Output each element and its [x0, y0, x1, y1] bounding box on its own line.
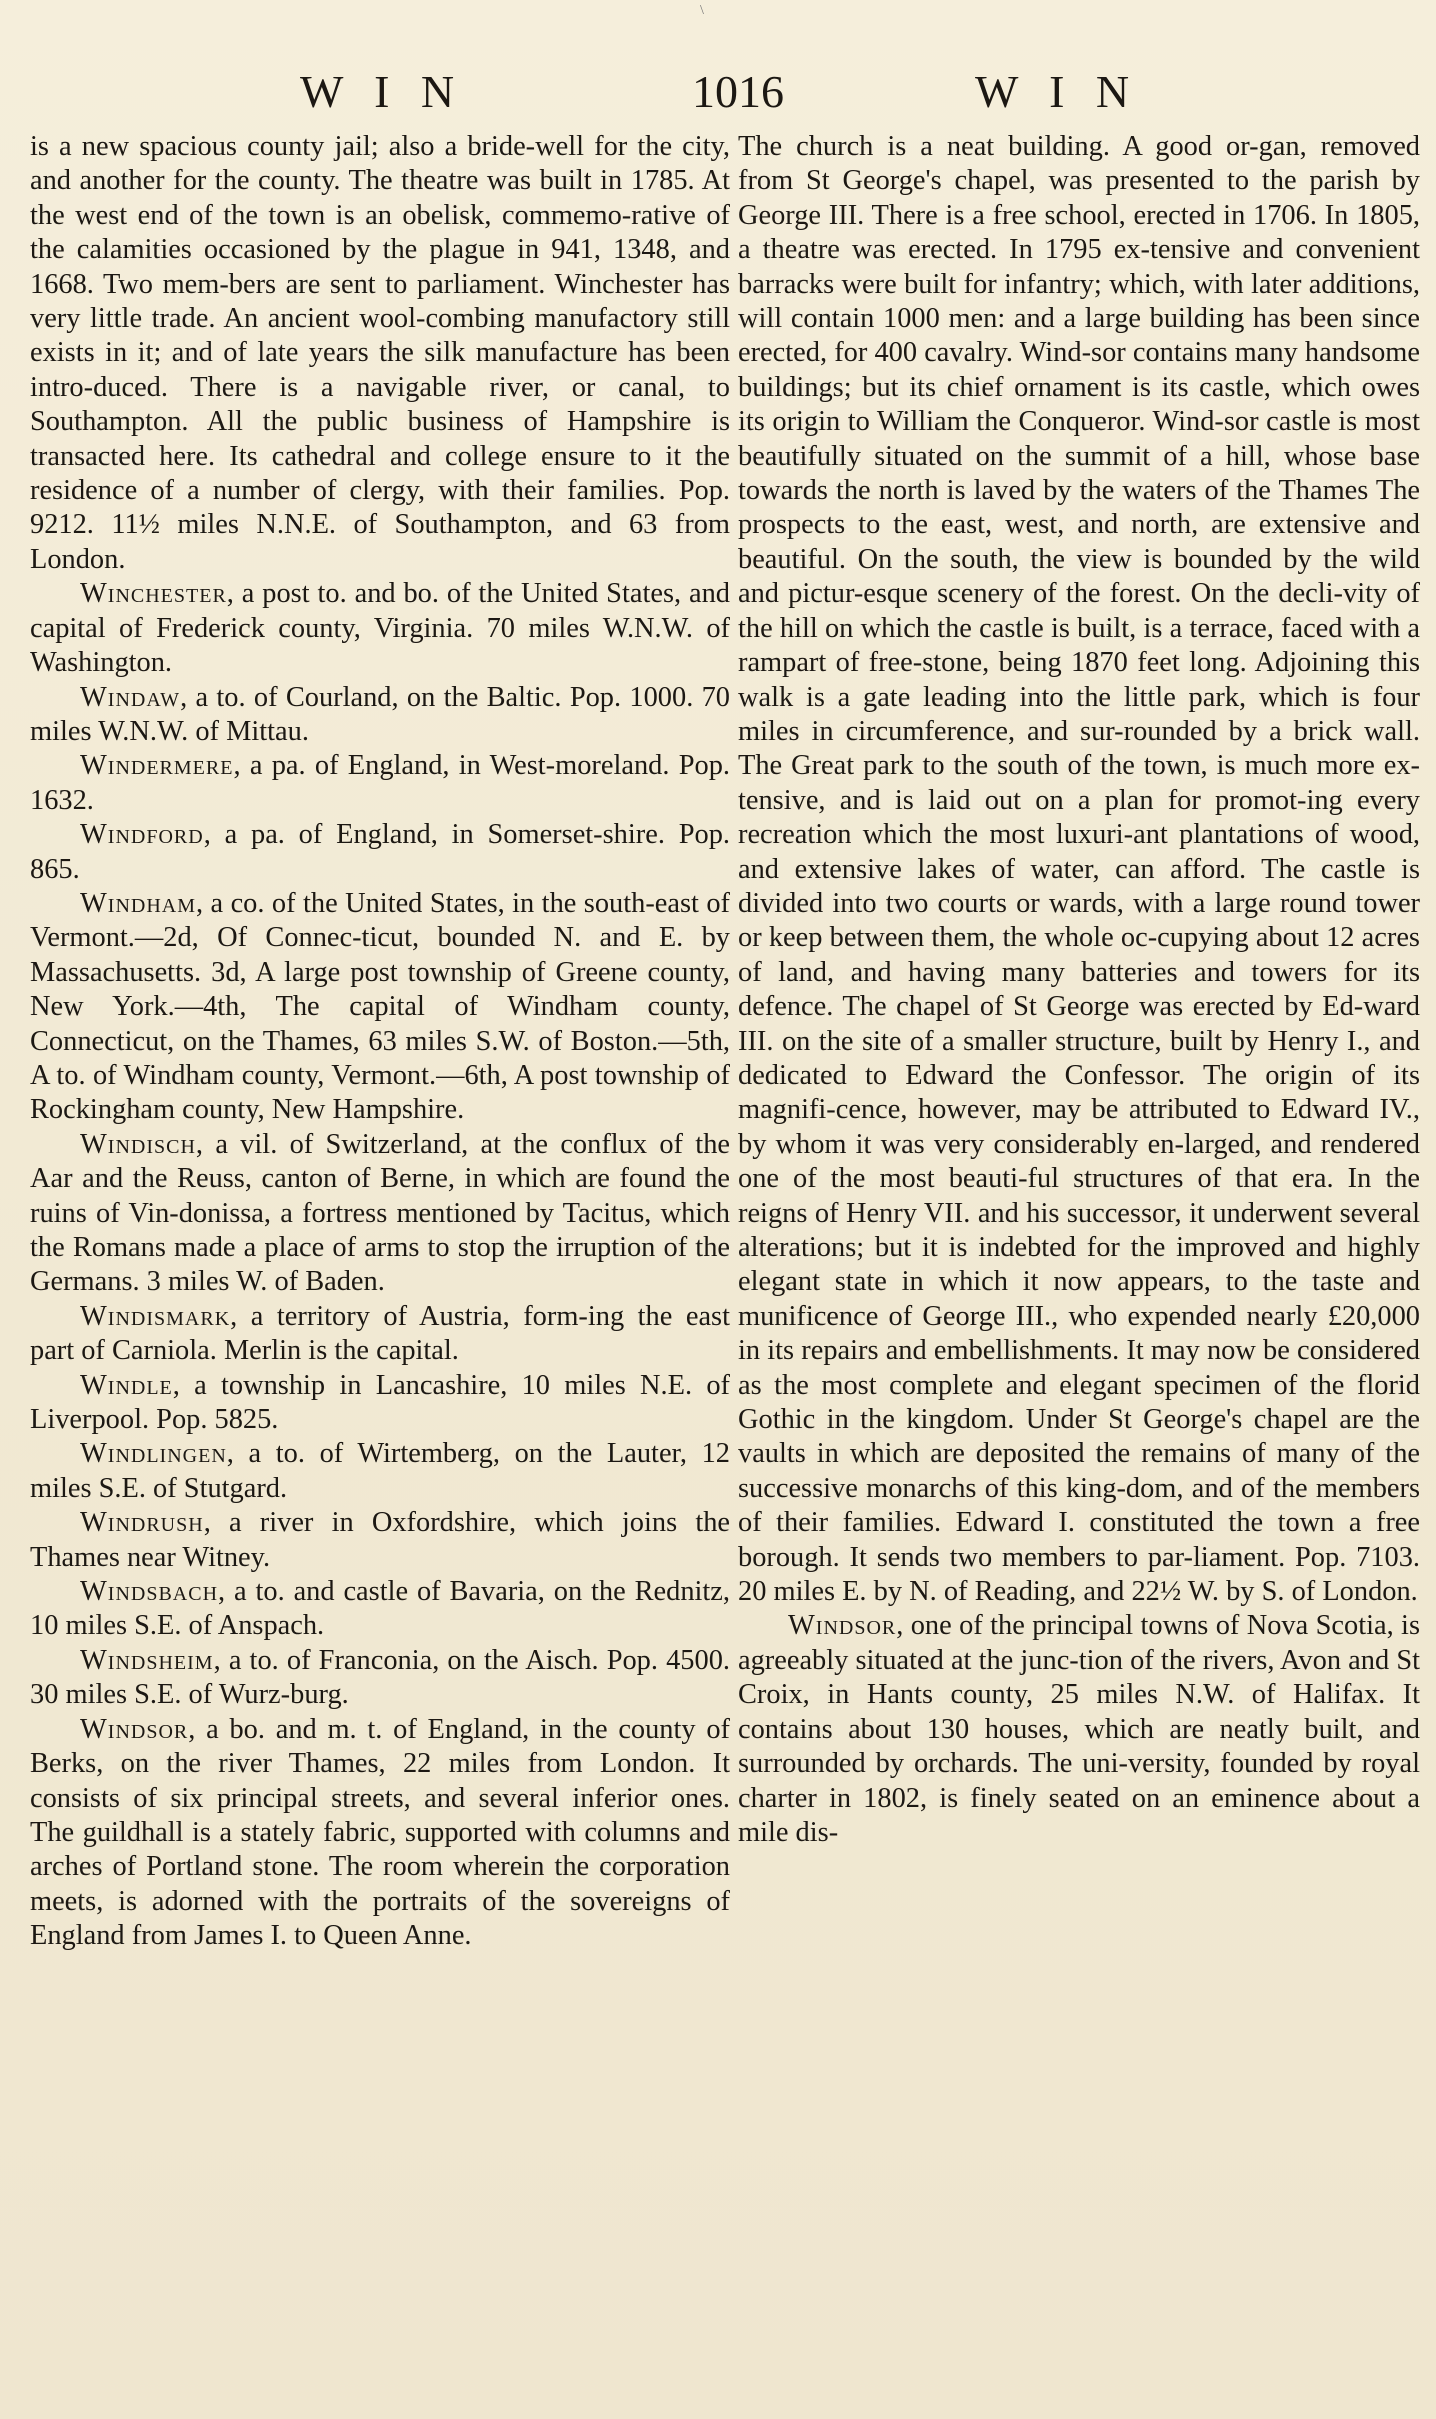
entry-headword: Windisch [80, 1128, 196, 1160]
entry-headword: Windsor [80, 1713, 189, 1745]
gazetteer-entry [738, 1609, 1420, 1850]
entry-headword: Windsheim [80, 1644, 214, 1676]
gazetteer-entry [30, 1437, 730, 1506]
entry-text: The church is a neat building. A good or-gan, removed from St George's chapel, was presented to the parish by George III. There is a free school, erected in 1706. In 1805, a theatre was erected. In 1795 ex-tensive and convenient barracks were built for infantry; which, with later additions, will contain 1000 men: and a large building has been since erected, for 400 cavalry. Wind-sor contains many handsome buildings; but its chief ornament is its castle, which owes its origin to William the Conqueror. Wind-sor castle is most beautifully situated on the summit of a hill, whose base towards the north is laved by the waters of the Thames The prospects to the east, west, and north, are extensive and beautiful. On the south, the view is bounded by the wild and pictur-esque scenery of the forest. On the decli-vity of the hill on which the castle is built, is a terrace, faced with a rampart of free-stone, being 1870 feet long. Adjoining this walk is a gate leading into the little park, which is four miles in circumference, and sur-rounded by a brick wall. The Great park to the south of the town, is much more ex-tensive, and is laid out on a plan for promot-ing every recreation which the most luxuri-ant plantations of wood, and extensive lakes of water, can afford. The castle is divided into two courts or wards, with a large round tower or keep between them, the whole oc-cupying about 12 acres of land, and having many batteries and towers for its defence. The chapel of St George was erected by Ed-ward III. on the site of a smaller structure, built by Henry I., and dedicated to Edward the Confessor. The origin of its magnifi-cence, however, may be attributed to Edward IV., by whom it was very considerably en-larged, and rendered one of the most beauti-ful structures of that era. In the reigns of Henry VII. and his successor, it underwent several alterations; but it is indebted for the improved and highly elegant state in which it now appears, to the taste and munificence of George III., who expended nearly £20,000 in its repairs and embellishments. It may now be considered as the most complete and elegant specimen of the florid Gothic in the kingdom. Under St George's chapel are the vaults in which are deposited the remains of many of the successive monarchs of this king-dom, and of the members of their families. Edward I. constituted the town a free borough. It sends two members to par-liament. Pop. 7103. 20 miles E. by N. of Reading, and 22½ W. by S. of London. [738, 131, 1420, 1608]
entry-text: , a co. of the United States, in the south-east of Vermont.—2d, Of Connec-ticut, bounded N. and E. by Massachusetts. 3d, A large post township of Greene county, New York.—4th, The capital of Windham county, Connecticut, on the Thames, 63 miles S.W. of Boston.—5th, A to. of Windham county, Vermont.—6th, A post township of Rockingham county, New Hampshire. [30, 887, 730, 1126]
left-column [30, 130, 730, 2390]
entry-headword: Windismark [80, 1300, 231, 1332]
gazetteer-entry [30, 1369, 730, 1438]
gazetteer-entry [30, 577, 730, 680]
entry-continuation [738, 130, 1420, 1609]
entry-text: , a river in Oxfordshire, which joins the Thames near Witney. [30, 1507, 730, 1573]
running-head [0, 62, 1436, 126]
gazetteer-entry [30, 887, 730, 1128]
entry-text: , a territory of Austria, form-ing the east part of Carniola. Merlin is the capital. [30, 1300, 730, 1367]
entry-text: , a bo. and m. t. of England, in the county of Berks, on the river Thames, 22 miles from London. It consists of six principal streets, and several inferior ones. The guildhall is a stately fabric, supported with columns and arches of Portland stone. The room wherein the corporation meets, is adorned with the portraits of the sovereigns of England from James I. to Queen Anne. [30, 1713, 730, 1952]
right-column [738, 130, 1420, 2390]
gazetteer-entry [30, 681, 730, 750]
gazetteer-entry [30, 1644, 730, 1713]
page-number: 1016 [692, 66, 784, 117]
entry-headword: Windle [80, 1369, 173, 1401]
entry-text: , a to. of Franconia, on the Aisch. Pop. 4500. 30 miles S.E. of Wurz-burg. [30, 1644, 730, 1711]
entry-headword: Windlingen [80, 1438, 227, 1470]
entry-headword: Windaw [80, 681, 181, 713]
gazetteer-entry [30, 1506, 730, 1575]
entry-text: , a township in Lancashire, 10 miles N.E. of Liverpool. Pop. 5825. [30, 1369, 730, 1436]
entry-headword: Windford [80, 819, 204, 851]
gazetteer-entry [30, 1300, 730, 1369]
entry-headword: Windsor [788, 1610, 897, 1642]
entry-text: , a vil. of Switzerland, at the conflux of the Aar and the Reuss, canton of Berne, in which are found the ruins of Vin-donissa, a fortress mentioned by Tacitus, which the Romans made a place of arms to stop the irruption of the Germans. 3 miles W. of Baden. [30, 1128, 730, 1298]
entry-text: , a to. of Courland, on the Baltic. Pop. 1000. 70 miles W.N.W. of Mittau. [30, 681, 730, 747]
entry-text: , a post to. and bo. of the United States, and capital of Frederick county, Virginia. 70 miles W.N.W. of Washington. [30, 578, 730, 679]
entry-headword: Windsbach [80, 1576, 219, 1608]
entry-text: , one of the principal towns of Nova Scotia, is agreeably situated at the junc-tion of the rivers, Avon and St Croix, in Hants county, 25 miles N.W. of Halifax. It contains about 130 houses, which are neatly built, and surrounded by orchards. The uni-versity, founded by royal charter in 1802, is finely seated on an eminence about a mile dis- [738, 1610, 1420, 1848]
entry-headword: Windermere [80, 750, 234, 782]
gazetteer-entry [30, 1575, 730, 1644]
entry-text: , a pa. of England, in West-moreland. Pop. 1632. [30, 750, 730, 816]
gazetteer-entry [30, 1128, 730, 1300]
running-head-right: W I N [975, 66, 1140, 117]
entry-headword: Windrush [80, 1507, 204, 1539]
gazetteer-entry [30, 818, 730, 887]
gazetteer-entry [30, 1713, 730, 1954]
entry-continuation [30, 130, 730, 577]
entry-headword: Winchester [80, 578, 227, 610]
scan-mark: \ [700, 3, 704, 18]
gazetteer-entry [30, 749, 730, 818]
entry-text: , a pa. of England, in Somerset-shire. Pop. 865. [30, 819, 730, 885]
entry-text: , a to. of Wirtemberg, on the Lauter, 12 miles S.E. of Stutgard. [30, 1438, 730, 1504]
entry-text: , a to. and castle of Bavaria, on the Rednitz, 10 miles S.E. of Anspach. [30, 1576, 730, 1642]
running-head-left: W I N [300, 66, 465, 117]
entry-headword: Windham [80, 887, 197, 919]
entry-text: is a new spacious county jail; also a bride-well for the city, and another for the county. The theatre was built in 1785. At the west end of the town is an obelisk, commemo-rative of the calamities occasioned by the plague in 941, 1348, and 1668. Two mem-bers are sent to parliament. Winchester has very little trade. An ancient wool-combing manufactory still exists in it; and of late years the silk manufacture has been intro-duced. There is a navigable river, or canal, to Southampton. All the public business of Hampshire is transacted here. Its cathedral and college ensure to it the residence of a number of clergy, with their families. Pop. 9212. 11½ miles N.N.E. of Southampton, and 63 from London. [30, 131, 730, 575]
